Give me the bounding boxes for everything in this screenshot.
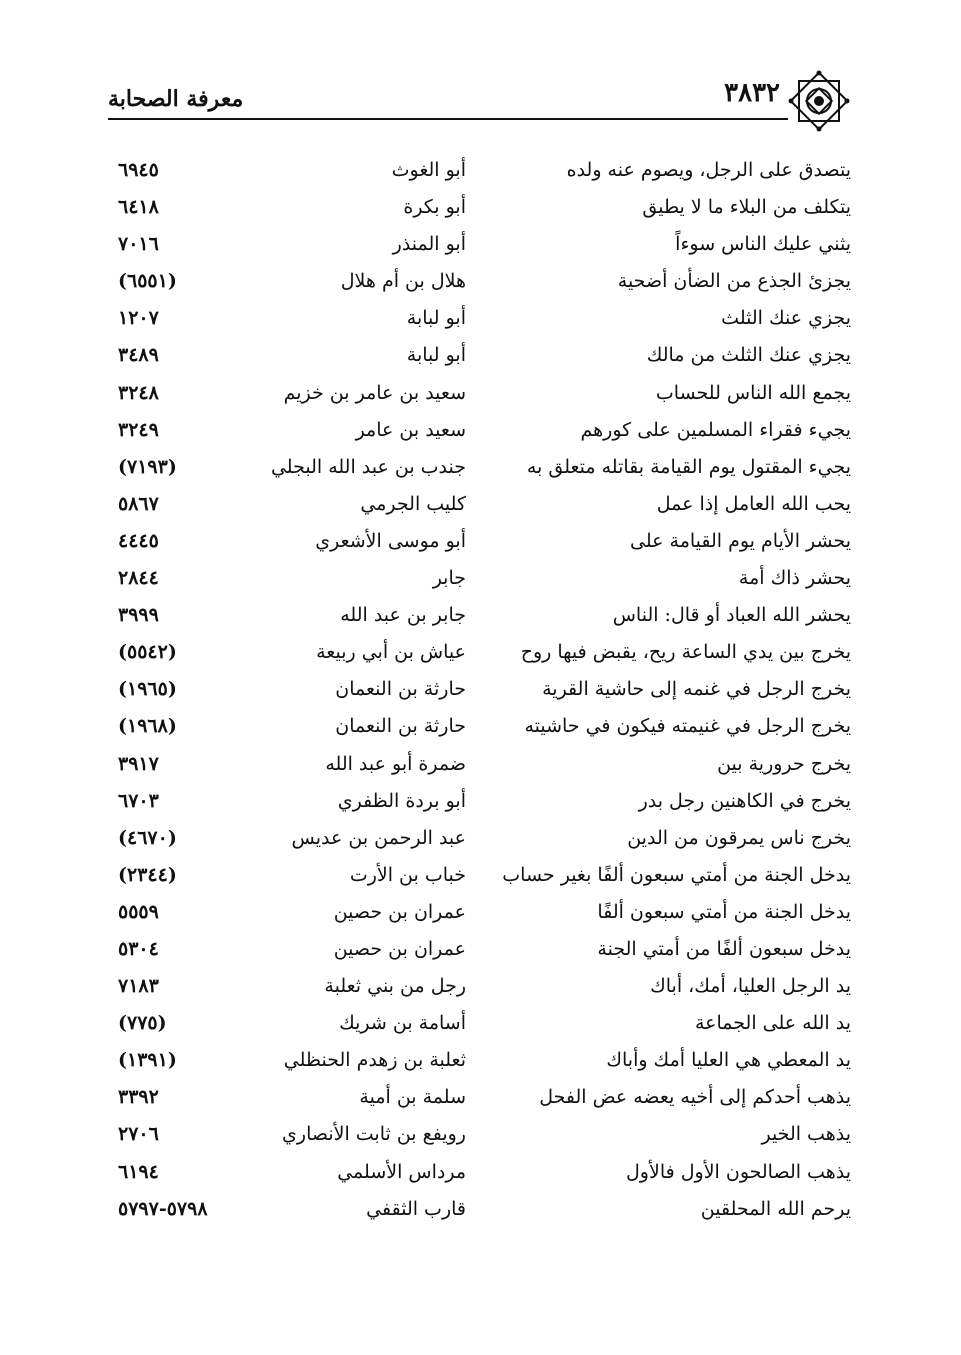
narrator-name: ثعلبة بن زهدم الحنظلي [283,1049,466,1072]
index-row [0,375,961,412]
index-row [0,226,961,263]
reference-number: ٥٥٥٩ [118,900,159,923]
hadith-text: يدخل سبعون ألفًا من أمتي الجنة [597,937,851,960]
hadith-text: يجمع الله الناس للحساب [655,381,851,404]
index-row [0,968,961,1005]
narrator-name: أبو لبابة [406,307,466,330]
reference-number: (١٣٩١) [118,1049,177,1072]
narrator-name: أبو موسى الأشعري [315,529,466,552]
index-entries [0,152,961,1228]
narrator-name: سلمة بن أمية [359,1086,466,1109]
hadith-text: يجيء المقتول يوم القيامة بقاتله متعلق به [526,455,851,478]
narrator-name: هلال بن أم هلال [340,270,466,293]
hadith-text: يجيء فقراء المسلمين على كورهم [580,418,851,441]
hadith-text: يد الله على الجماعة [694,1012,851,1035]
narrator-name: سعيد بن عامر بن خزيم [283,381,466,404]
reference-number: ٦٧٠٣ [118,789,159,812]
reference-number: ٦٤١٨ [118,196,159,219]
index-row [0,523,961,560]
index-row [0,449,961,486]
hadith-text: يتصدق على الرجل، ويصوم عنه ولده [566,159,851,181]
narrator-name: عبد الرحمن بن عديس [291,826,466,849]
reference-number: ٧١٨٣ [118,975,159,998]
index-row [0,560,961,597]
reference-number: ٧٠١٦ [118,233,159,256]
index-row [0,708,961,745]
index-row [0,671,961,708]
hadith-text: يدخل الجنة من أمتي سبعون ألفًا [597,900,851,923]
index-row [0,894,961,931]
reference-number: ٣٤٨٩ [118,344,159,367]
hadith-text: يحب الله العامل إذا عمل [656,492,851,515]
narrator-name: كليب الجرمي [360,492,466,515]
narrator-name: حارثة بن النعمان [335,678,466,701]
hadith-text: يخرج الرجل في غنيمته فيكون في حاشيته [524,715,851,738]
index-row [0,1154,961,1191]
reference-number: (٧١٩٣) [118,455,177,478]
reference-number: (١٩٦٥) [118,678,177,701]
reference-number: (٦٥٥١) [118,270,177,293]
hadith-text: يذهب الخير [761,1123,851,1146]
reference-number: ٢٨٤٤ [118,567,159,590]
index-row [0,263,961,300]
index-row [0,857,961,894]
index-row [0,931,961,968]
header-rule [108,118,788,120]
narrator-name: رجل من بني ثعلبة [324,975,466,998]
narrator-name: عمران بن حصين [333,937,466,960]
index-row [0,634,961,671]
index-row [0,412,961,449]
index-row [0,152,961,189]
octagonal-star-ornament-icon [786,68,852,134]
hadith-text: يدخل الجنة من أمتي سبعون ألفًا بغير حساب [502,863,851,886]
narrator-name: أبو لبابة [406,344,466,367]
narrator-name: عياش بن أبي ربيعة [316,641,466,664]
reference-number: ٥٨٦٧ [118,492,159,515]
reference-number: (٧٧٥) [118,1012,167,1035]
index-row [0,1079,961,1116]
hadith-text: يد الرجل العليا، أمك، أباك [650,975,851,998]
reference-number: ٥٧٩٨-٥٧٩٧ [118,1197,208,1220]
reference-number: (٤٦٧٠) [118,826,177,849]
hadith-text: يخرج بين يدي الساعة ريح، يقبض فيها روح [520,641,851,664]
hadith-text: يخرج في الكاهنين رجل بدر [638,789,851,812]
reference-number: ١٢٠٧ [118,307,159,330]
narrator-name: قارب الثقفي [366,1197,466,1220]
index-row [0,1042,961,1079]
index-row [0,1005,961,1042]
narrator-name: جندب بن عبد الله البجلي [270,455,466,478]
book-title: معرفة الصحابة [108,86,244,112]
reference-number: ٣٢٤٨ [118,381,159,404]
reference-number: (١٩٦٨) [118,715,177,738]
page-header [0,0,961,140]
hadith-text: يتكلف من البلاء ما لا يطيق [642,196,851,219]
reference-number: (٥٥٤٢) [118,641,177,664]
reference-number: ٥٣٠٤ [118,937,159,960]
reference-number: ٣٣٩٢ [118,1086,159,1109]
index-row [0,189,961,226]
hadith-text: يجزي عنك الثلث من مالك [646,344,851,367]
narrator-name: عمران بن حصين [333,900,466,923]
hadith-text: يد المعطي هي العليا أمك وأباك [606,1049,851,1072]
hadith-text: يجزي عنك الثلث [721,307,851,330]
narrator-name: أبو بكرة [403,196,466,219]
index-row [0,746,961,783]
reference-number: ٦١٩٤ [118,1160,159,1183]
hadith-text: يجزئ الجذع من الضأن أضحية [617,270,851,293]
narrator-name: أسامة بن شريك [339,1012,466,1035]
index-row [0,1191,961,1228]
narrator-name: ضمرة أبو عبد الله [325,752,466,775]
hadith-text: يحشر الأيام يوم القيامة على [630,529,851,552]
narrator-name: جابر بن عبد الله [340,604,466,627]
hadith-text: يحشر الله العباد أو قال: الناس [612,604,851,627]
index-row [0,820,961,857]
hadith-text: يذهب الصالحون الأول فالأول [626,1160,851,1183]
hadith-text: يرحم الله المحلقين [700,1197,851,1220]
index-row [0,486,961,523]
index-row [0,1116,961,1153]
reference-number: ٣٢٤٩ [118,418,159,441]
narrator-name: خباب بن الأرت [349,863,466,886]
reference-number: ٦٩٤٥ [118,159,159,181]
hadith-text: يحشر ذاك أمة [738,567,851,590]
narrator-name: حارثة بن النعمان [335,715,466,738]
reference-number: ٣٩٩٩ [118,604,159,627]
narrator-name: رويفع بن ثابت الأنصاري [282,1123,466,1146]
narrator-name: أبو المنذر [392,233,466,256]
index-row [0,300,961,337]
index-row [0,597,961,634]
reference-number: ٣٩١٧ [118,752,159,775]
reference-number: ٤٤٤٥ [118,529,159,552]
narrator-name: مرداس الأسلمي [337,1160,466,1183]
narrator-name: جابر [432,567,466,590]
hadith-text: يذهب أحدكم إلى أخيه يعضه عض الفحل [539,1086,851,1109]
narrator-name: أبو الغوث [391,159,466,181]
page-number: ٣٨٣٢ [724,78,780,108]
index-row [0,783,961,820]
hadith-text: يثني عليك الناس سوءاً [675,233,851,256]
narrator-name: سعيد بن عامر [355,418,466,441]
reference-number: ٢٧٠٦ [118,1123,159,1146]
hadith-text: يخرج حرورية بين [717,752,851,775]
hadith-text: يخرج ناس يمرقون من الدين [627,826,851,849]
narrator-name: أبو بردة الظفري [337,789,466,812]
reference-number: (٢٣٤٤) [118,863,177,886]
index-row [0,337,961,374]
hadith-text: يخرج الرجل في غنمه إلى حاشية القرية [542,678,851,701]
